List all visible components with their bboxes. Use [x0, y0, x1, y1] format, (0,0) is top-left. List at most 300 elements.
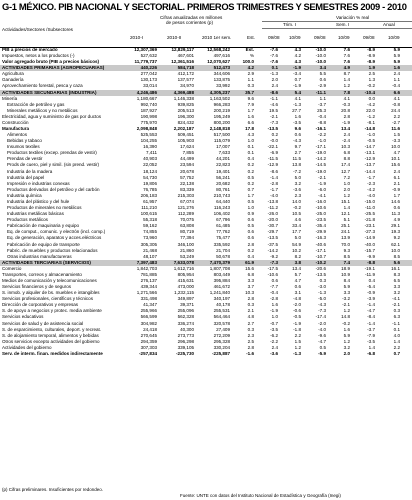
cell-col-3: 106,402	[213, 211, 230, 217]
cell-col-3: 67,796	[216, 217, 230, 223]
row-label: Productos textiles (excep. prendas de vestir)	[7, 150, 97, 156]
cell-col-5: 2.4	[271, 83, 278, 89]
cell-col-4: 0.6	[247, 235, 254, 241]
cell-col-5: -0.4	[270, 290, 278, 296]
cell-col-5: -4.0	[270, 192, 278, 198]
cell-col-1: 331,498	[140, 296, 157, 302]
header-col-group-2: Variación % real	[336, 15, 370, 20]
row-label: Bebidas y tabaco	[7, 138, 42, 144]
cell-col-9: -4.7	[367, 308, 375, 314]
cell-col-3: 61,485	[216, 223, 230, 229]
cell-col-4: 2.1	[247, 308, 254, 314]
cell-col-1: 18,124	[143, 168, 157, 174]
cell-col-4: 0.6	[247, 217, 254, 223]
cell-col-1: 2,098,848	[136, 126, 157, 132]
cell-col-2: 273,773	[177, 332, 194, 338]
cell-col-10: 2.2	[393, 113, 400, 119]
header-var-6: 10/09	[388, 35, 400, 40]
cell-col-9: -3.5	[367, 338, 375, 344]
cell-col-7: -2.0	[318, 320, 326, 326]
cell-col-7: -7.3	[318, 308, 326, 314]
cell-col-2: 40,300	[180, 326, 194, 332]
cell-col-10: -0.8	[392, 101, 400, 107]
cell-col-8: -0.2	[342, 320, 350, 326]
cell-col-2: 346,100	[177, 241, 194, 247]
cell-col-7: -19.0	[315, 150, 326, 156]
cell-col-6: -1.9	[293, 83, 301, 89]
cell-col-2: 121,276	[177, 205, 194, 211]
cell-col-5: -13.5	[267, 235, 278, 241]
cell-col-3: 255,531	[213, 308, 230, 314]
row-label: Industria química	[7, 192, 42, 198]
cell-col-9: -0.9	[367, 290, 375, 296]
cell-col-9: -27.3	[364, 229, 375, 235]
row-label: Manufactura	[2, 126, 30, 132]
cell-col-3: 1,807,708	[209, 265, 230, 271]
cell-col-6: 1.2	[294, 344, 301, 350]
cell-col-6: 54.9	[292, 241, 301, 247]
cell-col-6: 4.3	[294, 59, 301, 65]
cell-col-2: 824,432	[177, 119, 194, 125]
header-year-1: 2010-I	[130, 35, 144, 40]
cell-col-9: 1.4	[368, 344, 375, 350]
cell-col-10: -1.1	[392, 320, 400, 326]
cell-col-5: -7.6	[270, 59, 278, 65]
cell-col-8: 10.9	[341, 271, 350, 277]
cell-col-5: -2.1	[270, 113, 278, 119]
cell-col-7: -4.0	[318, 326, 326, 332]
cell-col-9: -14.9	[364, 235, 375, 241]
cell-col-10: 4.9	[393, 217, 400, 223]
cell-col-8: 25.1	[341, 223, 350, 229]
cell-col-7: -5.9	[318, 350, 326, 356]
cell-col-3: 200,219	[213, 107, 230, 113]
cell-col-10: 6.1	[393, 174, 400, 180]
cell-col-2: 473,000	[177, 284, 194, 290]
cell-col-7: -1.9	[318, 180, 326, 186]
cell-col-10: 8.3	[393, 271, 400, 277]
header-year-2: 2010-II	[167, 35, 182, 40]
cell-col-4: 6.6	[247, 119, 254, 125]
cell-col-5: -1.3	[270, 71, 278, 77]
row-label: Construcción	[2, 119, 29, 125]
cell-col-6: -1.8	[293, 326, 301, 332]
cell-col-1: 74,855	[143, 229, 157, 235]
cell-col-8: 1.2	[343, 338, 350, 344]
cell-col-3: 2,148,818	[209, 126, 230, 132]
cell-col-3: -225,887	[212, 350, 230, 356]
cell-col-4: 17.8	[245, 126, 254, 132]
cell-col-10: 2.4	[393, 168, 400, 174]
cell-col-3: 461,672	[213, 284, 230, 290]
cell-col-6: 10.2	[292, 247, 301, 253]
cell-col-2: 77,394	[180, 235, 194, 241]
cell-col-9: -0.5	[367, 138, 375, 144]
cell-col-2: 53,249	[180, 253, 194, 259]
cell-col-3: 50,678	[216, 253, 230, 259]
cell-col-2: 21,860	[180, 247, 194, 253]
header-year-4: Est.	[247, 35, 255, 40]
cell-col-3: 344,606	[213, 71, 230, 77]
cell-col-8: 18.9	[341, 265, 350, 271]
cell-col-6: -4.8	[293, 296, 301, 302]
table-row	[0, 351, 412, 357]
cell-col-6: 9.6	[294, 126, 301, 132]
cell-col-8: 24.1	[341, 229, 350, 235]
cell-col-8: 5.9	[343, 284, 350, 290]
cell-col-10: 9.2	[393, 235, 400, 241]
table-body	[0, 47, 412, 357]
cell-col-6: 4.2	[294, 53, 301, 59]
cell-col-1: 54,730	[143, 174, 157, 180]
cell-col-2: 105,903	[177, 138, 194, 144]
cell-col-4: 0.5	[247, 198, 254, 204]
row-label: Actividades del gobierno	[2, 344, 52, 350]
cell-col-4: 61.9	[245, 259, 254, 265]
row-label: Fabricación de equipo de transporte	[7, 241, 80, 247]
row-label: Impresión e industrias conexas	[7, 180, 70, 186]
row-label: Insumos textiles	[7, 144, 40, 150]
cell-col-4: 1.7	[247, 107, 254, 113]
note-source: Fuente: UNTE con datos del Instituto Nacional de Estadística y Geografía (Inegi)	[180, 493, 341, 498]
cell-col-9: -14.8	[364, 126, 375, 132]
cell-col-4: 1.1	[247, 77, 254, 83]
row-label: Dirección de corporativos y empresas	[2, 302, 79, 308]
row-label: Eq. de comput., comunic. y electrón (incl. comp.)	[7, 229, 106, 235]
cell-col-10: 1.4	[393, 338, 400, 344]
cell-col-5: -2.2	[270, 338, 278, 344]
cell-col-6: 1.6	[294, 113, 301, 119]
cell-col-9: -15.7	[364, 247, 375, 253]
cell-col-3: 800,200	[213, 119, 230, 125]
row-label: Industria del plástico y del hule	[7, 198, 70, 204]
cell-col-8: 2.4	[343, 132, 350, 138]
cell-col-9: 2.5	[368, 71, 375, 77]
row-label: S. de esparcimiento, culturales, deport. y recreat.	[2, 326, 102, 332]
cell-col-9: -21.8	[364, 217, 375, 223]
cell-col-7: -16.3	[315, 235, 326, 241]
cell-col-6: 4.6	[294, 217, 301, 223]
cell-col-8: -0.3	[342, 101, 350, 107]
page-title: G-1 MÉXICO. PIB NACIONAL Y SECTORIAL. PRIMEROS TRIMESTRES Y SEMESTRES 2009 - 2010	[2, 1, 407, 12]
cell-col-8: 1.2	[343, 83, 350, 89]
row-label: Transportes, correos y almacenamiento	[2, 271, 82, 277]
header-sem: Sem. I	[336, 22, 350, 27]
cell-col-7: 5.5	[319, 71, 326, 77]
cell-col-7: -11.1	[315, 89, 326, 95]
cell-col-8: 7.4	[343, 259, 350, 265]
cell-col-9: -15.0	[364, 198, 375, 204]
cell-col-8: 7.6	[343, 53, 350, 59]
cell-col-1: 304,982	[140, 320, 157, 326]
cell-col-9: -14.7	[364, 144, 375, 150]
cell-col-1: 41,347	[143, 302, 157, 308]
cell-col-9: 0.4	[368, 277, 375, 283]
cell-col-4: 7.9	[247, 101, 254, 107]
cell-col-10: 10.1	[391, 156, 400, 162]
cell-col-9: -12.9	[364, 156, 375, 162]
cell-col-5: -0.0	[270, 138, 278, 144]
cell-col-7: -17.1	[315, 144, 326, 150]
cell-col-8: 8.7	[343, 71, 350, 77]
cell-col-3: 40,178	[216, 302, 230, 308]
cell-col-10: 0.1	[393, 326, 400, 332]
cell-col-7: -5.0	[318, 296, 326, 302]
row-label: Eq. de generación, aparatos y acces.eléctricos	[7, 235, 102, 241]
cell-col-5: -0.7	[270, 320, 278, 326]
cell-col-5: -17.5	[267, 265, 278, 271]
cell-col-10: 29.1	[391, 223, 400, 229]
cell-col-4: 6.8	[247, 271, 254, 277]
cell-col-4: 4.3	[247, 132, 254, 138]
cell-col-8: 7.6	[343, 59, 350, 65]
cell-col-6: 5.4	[294, 89, 301, 95]
cell-col-1: 525,553	[140, 132, 157, 138]
cell-col-9: -7.9	[367, 332, 375, 338]
cell-col-1: 130,173	[140, 77, 157, 83]
cell-col-7: 0.6	[319, 77, 326, 83]
cell-col-4: 2.8	[247, 241, 254, 247]
cell-col-7: 3.4	[319, 65, 326, 71]
cell-col-5: -14.2	[267, 247, 278, 253]
cell-col-6: -0.2	[293, 205, 301, 211]
cell-col-10: 3.2	[393, 290, 400, 296]
cell-col-7: -10.6	[315, 205, 326, 211]
cell-col-5: -6.2	[270, 332, 278, 338]
cell-col-2: 562,328	[177, 314, 194, 320]
cell-col-1: 59,162	[143, 223, 157, 229]
cell-col-1: 1,271,566	[136, 290, 157, 296]
cell-col-7: -25.0	[315, 211, 326, 217]
cell-col-2: 67,074	[180, 198, 194, 204]
cell-col-2: 80,719	[180, 229, 194, 235]
row-label: Industria de la madera	[7, 168, 53, 174]
cell-col-8: 17.4	[341, 162, 350, 168]
cell-col-1: 305,305	[140, 241, 157, 247]
cell-col-9: -11.9	[364, 271, 375, 277]
row-label: Productos derivados del petróleo y del carbón	[7, 186, 100, 192]
cell-col-8: 13.4	[341, 126, 350, 132]
cell-col-4: 0.2	[247, 162, 254, 168]
cell-col-7: -17.1	[315, 247, 326, 253]
cell-col-10: 1.7	[393, 192, 400, 198]
cell-col-9: -8.9	[367, 47, 375, 52]
cell-col-1: 992,740	[140, 101, 157, 107]
cell-col-8: 1.4	[343, 77, 350, 83]
cell-col-3: 340,197	[213, 296, 230, 302]
cell-col-5: -6.9	[270, 150, 278, 156]
cell-col-4: 0.2	[247, 247, 254, 253]
cell-col-6: -1.9	[293, 65, 301, 71]
cell-col-4: 0.7	[247, 186, 254, 192]
cell-col-10: 2.2	[393, 344, 400, 350]
cell-col-7: -4.1	[318, 192, 326, 198]
cell-col-10: 5.9	[393, 53, 400, 59]
cell-col-8: 14.8	[341, 314, 350, 320]
cell-col-9: 22.0	[366, 107, 375, 113]
cell-col-2: 7,633,078	[173, 259, 194, 265]
cell-col-10: 4.1	[393, 95, 400, 101]
row-label: S. de alojamiento temporal, alimentos y bebidas	[2, 332, 99, 338]
cell-col-9: -1.7	[367, 174, 375, 180]
header-var-1: 09/08	[268, 35, 280, 40]
cell-col-7: -0.4	[318, 113, 326, 119]
cell-col-9: -3.7	[367, 326, 375, 332]
cell-col-5: -13.5	[267, 126, 278, 132]
cell-col-8: 1.0	[343, 180, 350, 186]
row-label: Minerales metálicos y no metálicos	[7, 107, 78, 113]
cell-col-4: 15.6	[245, 265, 254, 271]
cell-col-8: 2.8	[343, 113, 350, 119]
cell-col-1: 111,210	[141, 205, 157, 211]
cell-col-1: -257,834	[139, 350, 157, 356]
cell-col-9: -19.1	[364, 265, 375, 271]
cell-col-9: -2.3	[367, 180, 375, 186]
cell-col-10: 1.6	[393, 65, 400, 71]
cell-col-10: -4.1	[392, 296, 400, 302]
cell-col-4: 3.7	[247, 284, 254, 290]
cell-col-7: 25.3	[317, 107, 326, 113]
cell-col-2: 205,513	[177, 107, 194, 113]
cell-col-3: 27,409	[216, 326, 230, 332]
cell-col-2: 39,371	[180, 302, 194, 308]
cell-col-8: 12.1	[341, 211, 350, 217]
cell-col-9: 0.0	[368, 95, 375, 101]
cell-col-5: -7.3	[270, 119, 278, 125]
cell-col-4: 1.0	[247, 205, 254, 211]
cell-col-6: 11.5	[292, 156, 301, 162]
cell-col-4: 0.1	[247, 144, 254, 150]
cell-col-2: 2,202,187	[173, 126, 194, 132]
cell-col-9: -4.2	[367, 101, 375, 107]
cell-col-10: 10.0	[391, 247, 400, 253]
cell-col-3: 335,592	[213, 241, 230, 247]
cell-col-4: 0.2	[247, 180, 254, 186]
cell-col-7: -19.0	[315, 168, 326, 174]
cell-col-1: 76,785	[143, 186, 157, 192]
cell-col-4: 1.0	[247, 138, 254, 144]
cell-col-6: -7.2	[293, 168, 301, 174]
cell-col-6: 4.7	[294, 277, 301, 283]
cell-col-1: 16,390	[143, 144, 157, 150]
cell-col-4: 3.3	[247, 277, 254, 283]
cell-col-10: 1.5	[393, 132, 400, 138]
cell-col-5: 2.4	[271, 344, 278, 350]
cell-col-6: 4.3	[294, 47, 301, 52]
cell-col-8: 1.6	[343, 326, 350, 332]
cell-col-8: 4.1	[343, 95, 350, 101]
cell-col-3: 4,305,237	[209, 89, 230, 95]
cell-col-8: 8.5	[343, 253, 350, 259]
cell-col-8: -1.9	[342, 119, 350, 125]
cell-col-6: -0.6	[293, 308, 301, 314]
cell-col-5: -8.6	[270, 168, 278, 174]
cell-col-7: -10.0	[315, 59, 326, 65]
cell-col-4: -1.6	[246, 350, 254, 356]
cell-col-8: 5.9	[343, 332, 350, 338]
cell-col-7: -10.0	[315, 47, 326, 52]
row-label: Prendas de vestir	[7, 156, 43, 162]
cell-col-3: 116,243	[213, 205, 230, 211]
cell-col-6: -1.3	[293, 350, 301, 356]
cell-col-4: 2.8	[247, 344, 254, 350]
cell-col-8: 6.8	[343, 150, 350, 156]
cell-col-10: 6.3	[393, 314, 400, 320]
cell-col-9: -8.9	[367, 59, 375, 65]
cell-col-5: -1.4	[270, 174, 278, 180]
cell-col-1: 255,966	[140, 308, 157, 314]
cell-col-1: 7,397,483	[136, 259, 157, 265]
cell-col-5: -11.5	[267, 156, 278, 162]
cell-col-6: 10.5	[292, 211, 301, 217]
row-label: Productos de minerales no metálicos	[7, 205, 82, 211]
cell-col-9: -4.2	[367, 186, 375, 192]
row-label: Prods de cuero, piel y simil. (sin prend. vestir)	[7, 162, 99, 168]
cell-col-10: 24.4	[391, 107, 400, 113]
row-label: Otras industrias manufactureras	[7, 253, 72, 259]
cell-col-7: -8.8	[318, 119, 326, 125]
cell-col-10: 5.9	[393, 47, 400, 52]
row-label: Minería	[2, 95, 18, 101]
cell-col-10: 0.3	[393, 308, 400, 314]
cell-col-7: -20.6	[315, 265, 326, 271]
cell-col-1: 104,255	[140, 138, 157, 144]
row-label: Extracción de petróleo y gas	[7, 101, 65, 107]
cell-col-10: 10.0	[391, 144, 400, 150]
row-label: S. inmob. y alquiler de bs. muebles e intangibles	[2, 290, 100, 296]
cell-col-1: 187,927	[140, 107, 157, 113]
cell-col-4: 0.5	[247, 223, 254, 229]
cell-col-2: 296,298	[177, 338, 194, 344]
cell-col-4: 2.8	[247, 296, 254, 302]
cell-col-5: -2.8	[270, 296, 278, 302]
cell-col-1: 1,180,667	[136, 95, 157, 101]
row-label: Otros servicios excepto actividades del gobierno	[2, 338, 100, 344]
cell-col-7: -3.0	[318, 284, 326, 290]
cell-col-3: 33,992	[216, 83, 230, 89]
cell-col-10: -0.9	[392, 186, 400, 192]
cell-col-6: 2.7	[294, 150, 301, 156]
cell-col-3: 803,449	[213, 271, 230, 277]
cell-col-2: 22,138	[180, 180, 194, 186]
cell-col-6: 9.7	[294, 144, 301, 150]
cell-col-1: 24,418	[143, 326, 157, 332]
cell-col-1: 12,307,369	[134, 47, 157, 52]
cell-col-2: 23,594	[180, 162, 194, 168]
cell-col-3: 64,440	[216, 198, 230, 204]
cell-col-10: 11.6	[391, 126, 400, 132]
cell-col-5: -7.3	[270, 259, 278, 265]
cell-col-3: 320,578	[213, 320, 230, 326]
cell-col-6: -0.5	[293, 314, 301, 320]
cell-col-8: 7.6	[343, 47, 350, 52]
cell-col-10: 5.9	[393, 59, 400, 65]
cell-col-8: 8.8	[343, 156, 350, 162]
row-label: Fabric. de muebles y productos relacionados	[7, 247, 98, 253]
cell-col-9: -1.0	[367, 132, 375, 138]
row-label: Servicios profesionales, científicos y técnicos	[2, 296, 93, 302]
cell-col-3: 12,070,627	[207, 59, 230, 65]
header-col-group-1b: de pesos corrientes (p)	[166, 20, 213, 25]
cell-col-8: 3.2	[343, 344, 350, 350]
cell-col-2: -225,730	[176, 350, 194, 356]
cell-col-1: 277,042	[140, 71, 157, 77]
cell-col-7: -40.6	[315, 241, 326, 247]
cell-col-8: -2.1	[342, 302, 350, 308]
cell-col-8: 7.2	[343, 174, 350, 180]
cell-col-3: 56,241	[216, 174, 230, 180]
row-label: Alimentos	[7, 132, 27, 138]
